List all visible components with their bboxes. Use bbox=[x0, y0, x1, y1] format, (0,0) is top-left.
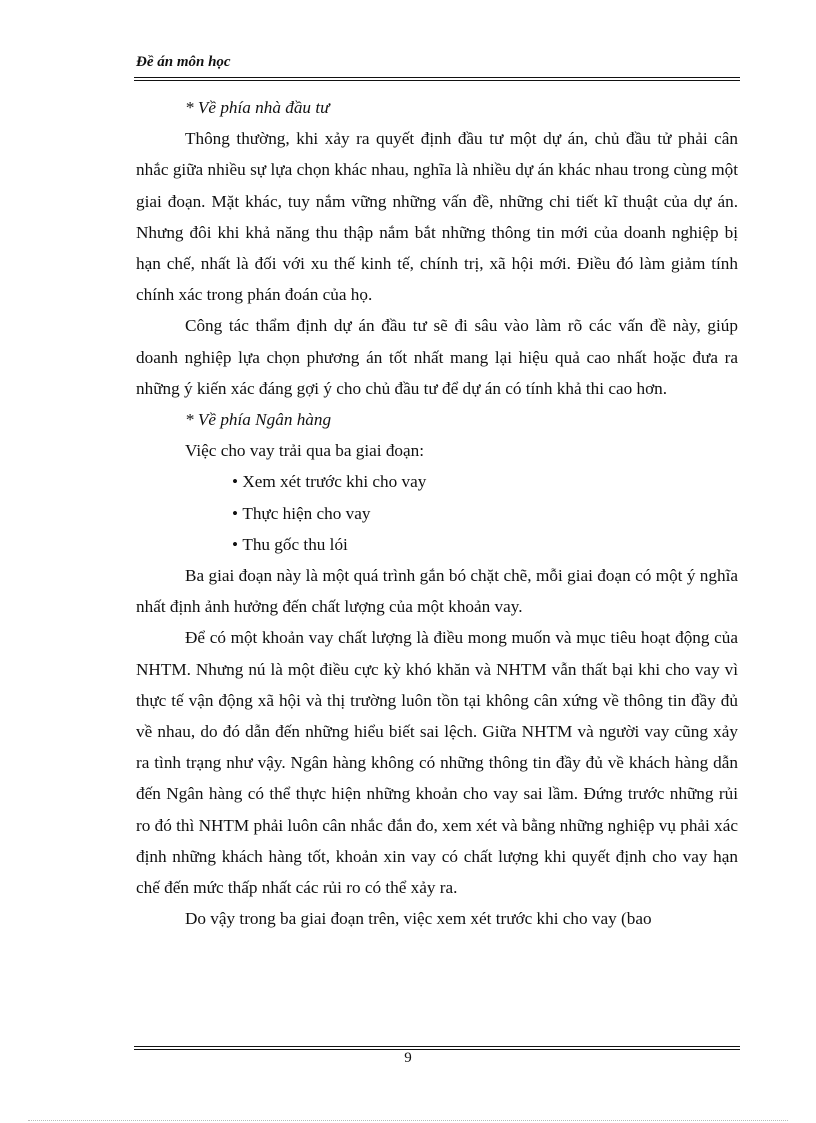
paragraph: Để có một khoản vay chất lượng là điều mong muốn và mục tiêu hoạt động của NHTM. Nhưng nú là một điều cực kỳ khó khăn và NHTM vẫn thất bại khi cho vay vì thực tế vận động xã hội và thị trường luôn tồn tại không cân xứng về thông tin đầy đủ về nhau, do đó dẫn đến những hiểu biết sai lệch. Giữa NHTM và người vay cũng xảy ra tình trạng như vậy. Ngân hàng không có những thông tin đầy đủ về khách hàng dẫn đến Ngân hàng có thể thực hiện những khoản cho vay sai lầm. Đứng trước những rủi ro đó thì NHTM phải luôn cân nhắc đắn đo, xem xét và bằng những nghiệp vụ phải xác định những khách hàng tốt, khoản xin vay có chất lượng khi quyết định cho vay hạn chế đến mức thấp nhất các rủi ro có thể xảy ra. bbox=[136, 628, 738, 898]
list-item: • Xem xét trước khi cho vay bbox=[232, 466, 738, 497]
investor-heading: * Về phía nhà đầu tư bbox=[185, 98, 330, 117]
footer-rule bbox=[134, 1046, 740, 1047]
paragraph: Ba giai đoạn này là một quá trình gắn bó chặt chẽ, mỗi giai đoạn có một ý nghĩa nhất định ảnh hưởng đến chất lượng của một khoản vay. bbox=[136, 566, 738, 617]
page-edge-divider bbox=[28, 1120, 788, 1121]
list-item: • Thực hiện cho vay bbox=[232, 498, 738, 529]
list-item: • Thu gốc thu lói bbox=[232, 529, 738, 560]
page-body bbox=[136, 92, 738, 934]
header-rule bbox=[134, 77, 740, 78]
paragraph: Công tác thẩm định dự án đầu tư sẽ đi sâu vào làm rõ các vấn đề này, giúp doanh nghiệp lựa chọn phương án tốt nhất mang lại hiệu quả cao nhất hoặc đưa ra những ý kiến xác đáng gợi ý cho chủ đầu tư để dự án có tính khả thi cao hơn. bbox=[136, 316, 738, 398]
stages-list bbox=[136, 466, 738, 560]
header-rule bbox=[134, 80, 740, 81]
stages-intro: Việc cho vay trải qua ba giai đoạn: bbox=[185, 441, 425, 461]
paragraph: Thông thường, khi xảy ra quyết định đầu tư một dự án, chủ đầu tử phải cân nhắc giữa nhiều sự lựa chọn khác nhau, nghĩa là nhiều dự án khác nhau trong cùng một giai đoạn. Mặt khác, tuy nắm vững những vấn đề, những chi tiết kĩ thuật của dự án. Nhưng đôi khi khả năng thu thập nắm bắt những thông tin mới của doanh nghiệp bị hạn chế, nhất là đối với xu thế kinh tế, chính trị, xã hội mới. Điều đó làm giảm tính chính xác trong phán đoán của họ. bbox=[136, 129, 738, 305]
paragraph: Do vậy trong ba giai đoạn trên, việc xem xét trước khi cho vay (bao bbox=[185, 909, 652, 929]
bank-heading: * Về phía Ngân hàng bbox=[185, 410, 332, 430]
document-header-title: Đề án môn học bbox=[136, 54, 231, 70]
page-number: 9 bbox=[404, 1050, 412, 1066]
